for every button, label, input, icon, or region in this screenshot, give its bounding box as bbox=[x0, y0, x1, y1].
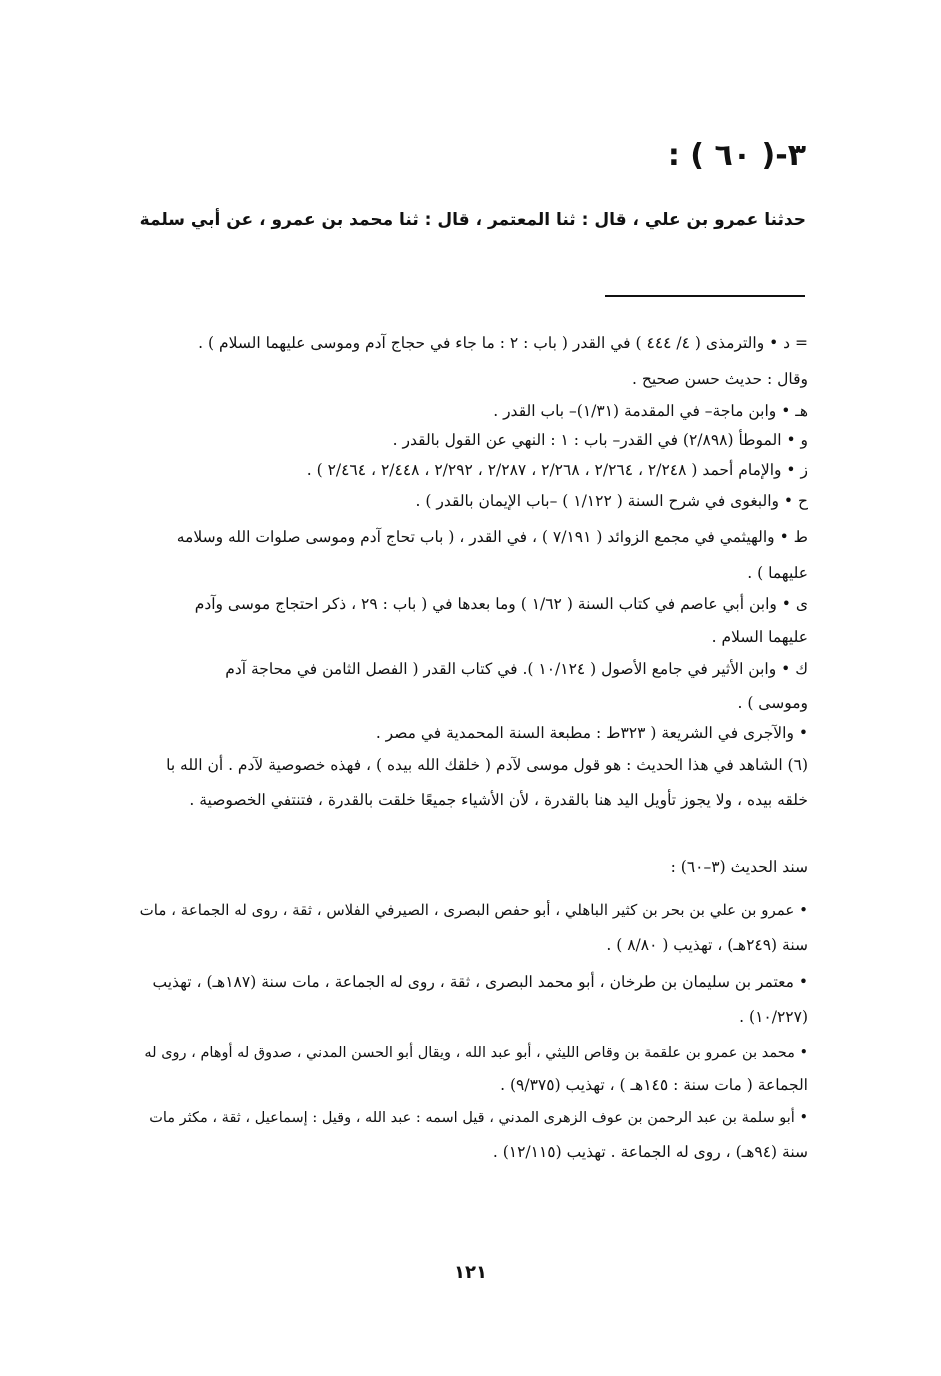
narrator-line: • محمد بن عمرو بن علقمة بن وقاص الليثي ، أبو عبد الله ، ويقال أبو الحسن المدني ، صدوق له أوهام ، روى له bbox=[144, 1045, 808, 1061]
footnote-line: وقال : حديث حسن صحيح . bbox=[632, 370, 808, 388]
footnote-line: = د • والترمذى ( ٤/ ٤٤٤ ) في القدر ( باب : ٢ : ما جاء في حجاج آدم وموسى عليهما السلام ) . bbox=[198, 334, 808, 352]
sanad-heading: سند الحديث (٣–٦٠) : bbox=[670, 858, 808, 876]
narrator-line: الجماعة ( مات سنة : ١٤٥هـ ) ، تهذيب (٩/٣٧٥) . bbox=[500, 1076, 808, 1094]
footnote-divider bbox=[605, 295, 805, 297]
footnote-line: ز • والإمام أحمد ( ٢/٢٤٨ ، ٢/٢٦٤ ، ٢/٢٦٨ ، ٢/٢٨٧ ، ٢/٢٩٢ ، ٢/٤٤٨ ، ٢/٤٦٤ ) . bbox=[306, 461, 808, 479]
page-number: ١٢١ bbox=[454, 1262, 487, 1283]
footnote-line: ط • والهيثمي في مجمع الزوائد ( ٧/١٩١ ) ، في القدر ، ( باب تحاج آدم وموسى صلوات الله وسلامه bbox=[176, 528, 808, 546]
narrator-line: سنة (٢٤٩هـ) ، تهذيب ( ٨/٨٠ ) . bbox=[606, 936, 808, 954]
footnote-line: ح • والبغوى في شرح السنة ( ١/١٢٢ ) –باب الإيمان بالقدر ) . bbox=[415, 492, 808, 510]
footnote-line: و • الموطأ (٢/٨٩٨) في القدر– باب : ١ : النهي عن القول بالقدر . bbox=[392, 431, 808, 449]
narrator-line: • عمرو بن علي بن بحر بن كثير الباهلي ، أبو حفص البصرى ، الصيرفي الفلاس ، ثقة ، روى له الجماعة ، مات bbox=[139, 901, 808, 919]
footnote-line: • والآجرى في الشريعة ( ٣٢٣ط : مطبعة السنة المحمدية في مصر . bbox=[375, 724, 808, 742]
footnote-line: (٦) الشاهد في هذا الحديث : هو قول موسى لآدم ( خلقك الله بيده ) ، فهذه خصوصية لآدم . أن الله با bbox=[166, 756, 808, 774]
footnote-line: خلقه بيده ، ولا يجوز تأويل اليد هنا بالقدرة ، لأن الأشياء جميعًا خلقت بالقدرة ، فتنتفي الخصوصية . bbox=[189, 791, 808, 809]
narrator-line: سنة (٩٤هـ) ، روى له الجماعة . تهذيب (١٢/١١٥) . bbox=[492, 1143, 808, 1161]
footnote-line: ك • وابن الأثير في جامع الأصول ( ١٠/١٢٤ ). في كتاب القدر ( الفصل الثامن في محاجة آدم bbox=[225, 660, 808, 678]
footnote-line: ى • وابن أبي عاصم في كتاب السنة ( ١/٦٢ ) وما بعدها في ( باب : ٢٩ ، ذكر احتجاج موسى وآدم bbox=[194, 595, 808, 613]
footnote-line: عليهما السلام . bbox=[711, 628, 808, 646]
narrator-line: (١٠/٢٢٧) . bbox=[739, 1008, 808, 1026]
narrator-line: • أبو سلمة بن عبد الرحمن بن عوف الزهرى المدني ، قيل اسمه : عبد الله ، وقيل : إسماعيل ، ثقة ، مكثر مات bbox=[149, 1110, 808, 1126]
footnote-line: عليهما ) . bbox=[747, 564, 808, 582]
hadith-chain-text: حدثنا عمرو بن علي ، قال : ثنا المعتمر ، قال : ثنا محمد بن عمرو ، عن أبي سلمة bbox=[139, 210, 806, 230]
footnote-line: وموسى ) . bbox=[737, 694, 808, 712]
narrator-line: • معتمر بن سليمان بن طرخان ، أبو محمد البصرى ، ثقة ، روى له الجماعة ، مات سنة (١٨٧هـ) ، تهذيب bbox=[152, 973, 808, 991]
hadith-number-heading: ٣-( ٦٠ ) : bbox=[667, 138, 806, 173]
footnote-line: هـ • وابن ماجة– في المقدمة (١/٣١)– باب القدر . bbox=[493, 402, 808, 420]
